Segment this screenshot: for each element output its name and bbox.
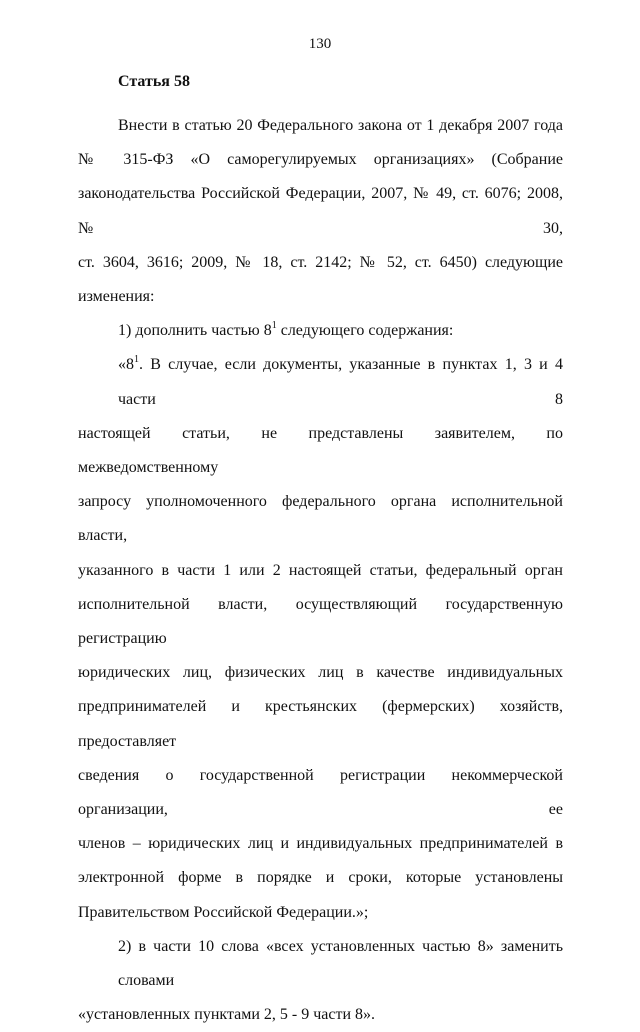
item-2-paragraph (78, 930, 563, 1032)
text-line: сведения о государственной регистрации некоммерческой организации, ее (78, 766, 563, 819)
text-line: исполнительной власти, осуществляющий государственную регистрацию (78, 595, 563, 648)
article-title: Статья 58 (118, 73, 190, 90)
quote-first-line: . В случае, если документы, указанные в пунктах 1, 3 и 4 части 8 (118, 356, 563, 408)
text-line: «установленных пунктами 2, 5 - 9 части 8». (78, 1006, 376, 1024)
text-line: юридических лиц, физических лиц в качестве индивидуальных (78, 664, 563, 682)
superscript: 1 (134, 354, 139, 366)
item-1-paragraph (78, 314, 563, 348)
text-line: указанного в части 1 или 2 настоящей статьи, федеральный орган (78, 561, 563, 579)
text-line: законодательства Российской Федерации, 2007, № 49, ст. 6076; 2008, № 30, (78, 185, 563, 237)
text-line (78, 348, 563, 416)
text-line: 2) в части 10 слова «всех установленных частью 8» заменить словами (118, 937, 563, 990)
text-line (78, 314, 563, 348)
text-line: предпринимателей и крестьянских (фермерских) хозяйств, предоставляет (78, 698, 563, 750)
text-line: запросу уполномоченного федерального органа исполнительной власти, (78, 493, 563, 545)
text-line: электронной форме в порядке и сроки, которые установлены (78, 869, 563, 887)
text-line: Правительством Российской Федерации.»; (78, 903, 369, 921)
page-number: 130 (308, 36, 332, 52)
text-line: ст. 3604, 3616; 2009, № 18, ст. 2142; № 52, ст. 6450) следующие изменения: (78, 253, 563, 306)
item-1-text-end: следующего содержания: (276, 322, 454, 340)
text-line: Внести в статью 20 Федерального закона от 1 декабря 2007 года (118, 117, 563, 134)
quote-open: «8 (118, 356, 134, 374)
text-line: № 315-ФЗ «О саморегулируемых организациях» (Собрание (78, 151, 563, 169)
text-line: членов – юридических лиц и индивидуальных предпринимателей в (78, 835, 563, 853)
quoted-paragraph (78, 348, 563, 929)
superscript: 1 (271, 320, 277, 332)
article-body (78, 109, 563, 1032)
text-line: настоящей статьи, не представлены заявителем, по межведомственному (78, 424, 563, 477)
intro-paragraph (78, 109, 563, 314)
item-1-text: 1) дополнить частью 8 (118, 322, 272, 340)
